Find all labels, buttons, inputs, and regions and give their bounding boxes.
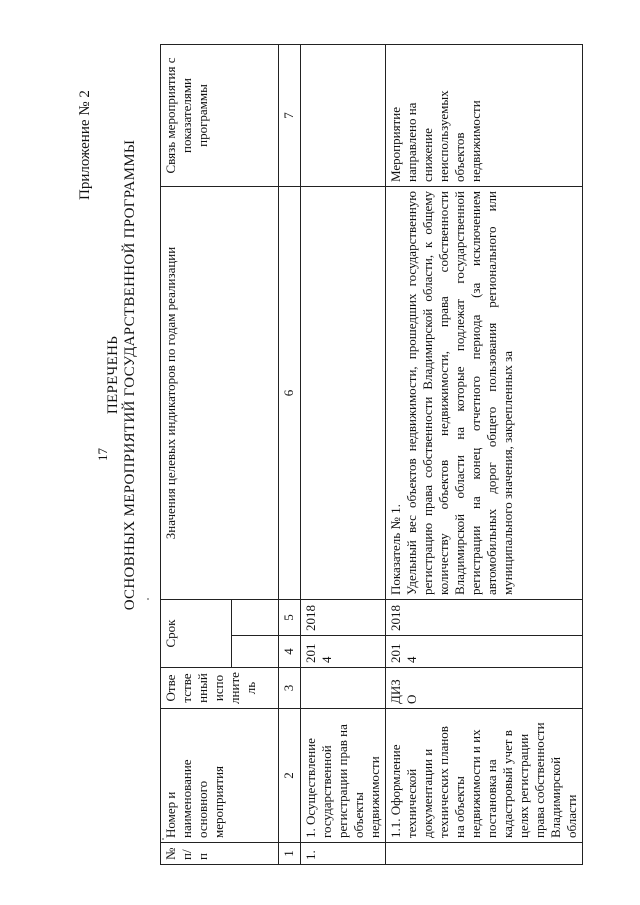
row-responsible	[301, 668, 386, 709]
row-num: 1.	[301, 843, 386, 865]
row-end-year: 2018	[386, 600, 583, 636]
column-number: 7	[279, 45, 301, 187]
document-title: ПЕРЕЧЕНЬ	[105, 335, 121, 415]
scan-speck	[162, 838, 164, 840]
row-indicator	[386, 187, 583, 600]
header-num: № п/п	[161, 843, 279, 865]
column-number: 5	[279, 600, 301, 636]
appendix-label: Приложение № 2	[77, 90, 93, 200]
table-row	[386, 45, 583, 865]
header-term-start	[232, 636, 279, 668]
column-number: 2	[279, 709, 301, 843]
row-end-year: 2018	[301, 600, 386, 636]
row-start-year: 2014	[301, 636, 386, 668]
column-number: 6	[279, 187, 301, 600]
row-name: 1. Осуществление государственной регистрации прав на объекты недвижимости	[301, 709, 386, 843]
header-term-end	[232, 600, 279, 636]
header-row	[161, 45, 232, 865]
row-responsible: ДИЗО	[386, 668, 583, 709]
table-row	[301, 45, 386, 865]
column-number-row	[279, 45, 301, 865]
row-indicator	[301, 187, 386, 600]
indicator-text: Удельный вес объектов недвижимости, прошедших государственную регистрацию права собственности Владимирской области, к общему количеству объектов недвижимости, права собственности Владимирской области на которые подлежат государственной регистрации на конец отчетного периода (за исключением автомобильных дорог общего пользования регионального или муниципального значения, закрепленных за	[404, 191, 515, 595]
row-name: 1.1. Оформление технической документации и технических планов на объекты недвижимости и их постановка на кадастровый учет в целях регистрации права собственности Владимирской области	[386, 709, 583, 843]
row-start-year: 2014	[386, 636, 583, 668]
header-indicators: Значения целевых индикаторов по годам реализации	[161, 187, 279, 600]
column-number: 4	[279, 636, 301, 668]
measures-table	[160, 44, 583, 865]
column-number: 1	[279, 843, 301, 865]
header-name: Номер и наименование основного мероприятия	[161, 709, 279, 843]
scan-speck	[147, 598, 149, 600]
header-responsible: Ответственный исполнитель	[161, 668, 279, 709]
column-number: 3	[279, 668, 301, 709]
document-subtitle: ОСНОВНЫХ МЕРОПРИЯТИЙ ГОСУДАРСТВЕННОЙ ПРОГРАММЫ	[122, 139, 138, 611]
page-number: 17	[95, 448, 110, 461]
header-link: Связь мероприятия с показателями программы	[161, 45, 279, 187]
header-term: Срок	[161, 600, 232, 668]
row-num	[386, 843, 583, 865]
row-link: Мероприятие направлено на снижение неиспользуемых объектов недвижимости	[386, 45, 583, 187]
indicator-title: Показатель № 1.	[388, 504, 403, 595]
row-link	[301, 45, 386, 187]
